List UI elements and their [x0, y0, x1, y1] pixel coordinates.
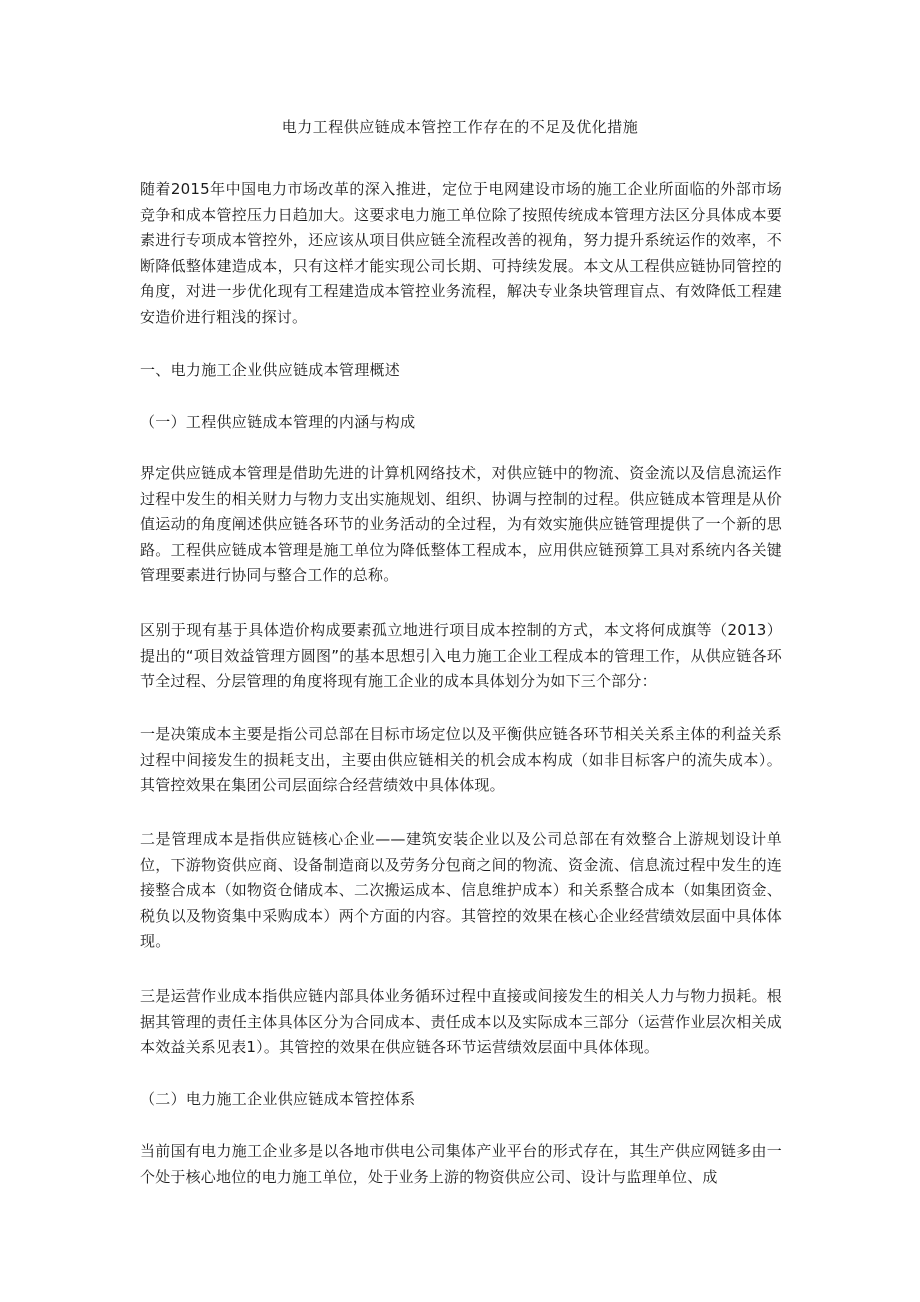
intro-paragraph: 随着2015年中国电力市场改革的深入推进，定位于电网建设市场的施工企业所面临的外部市场竞争和成本管控压力日趋加大。这要求电力施工单位除了按照传统成本管理方法区分具体成本要素进行专项成本管控外，还应该从项目供应链全流程改善的视角，努力提升系统运作的效率，不断降低整体建造成本，只有这样才能实现公司长期、可持续发展。本文从工程供应链协同管控的角度，对进一步优化现有工程建造成本管控业务流程，解决专业条块管理盲点、有效降低工程建安造价进行粗浅的探讨。	[140, 180, 782, 326]
definition-paragraph: 界定供应链成本管理是借助先进的计算机网络技术，对供应链中的物流、资金流以及信息流运作过程中发生的相关财力与物力支出实施规划、组织、协调与控制的过程。供应链成本管理是从价值运动的角度阐述供应链各环节的业务活动的全过程，为有效实施供应链管理提供了一个新的思路。工程供应链成本管理是施工单位为降低整体工程成本，应用供应链预算工具对系统内各关键管理要素进行协同与整合工作的总称。	[140, 464, 782, 585]
distinction-paragraph: 区别于现有基于具体造价构成要素孤立地进行项目成本控制的方式，本文将何成旗等（2013）提出的“项目效益管理方圆图”的基本思想引入电力施工企业工程成本的管理工作，从供应链各环节全过程、分层管理的角度将现有施工企业的成本具体划分为如下三个部分：	[140, 621, 782, 691]
management-cost-paragraph: 二是管理成本是指供应链核心企业——建筑安装企业以及公司总部在有效整合上游规划设计单位，下游物资供应商、设备制造商以及劳务分包商之间的物流、资金流、信息流过程中发生的连接整合成本（如物资仓储成本、二次搬运成本、信息维护成本）和关系整合成本（如集团资金、税负以及物资集中采购成本）两个方面的内容。其管控的效果在核心企业经营绩效层面中具体体现。	[140, 830, 782, 951]
current-status-paragraph: 当前国有电力施工企业多是以各地市供电公司集体产业平台的形式存在，其生产供应网链多由一个处于核心地位的电力施工单位，处于业务上游的物资供应公司、设计与监理单位、成	[140, 1142, 782, 1186]
decision-cost-paragraph: 一是决策成本主要是指公司总部在目标市场定位以及平衡供应链各环节相关关系主体的利益关系过程中间接发生的损耗支出，主要由供应链相关的机会成本构成（如非目标客户的流失成本）。其管控效果在集团公司层面综合经营绩效中具体体现。	[140, 725, 782, 795]
subsection-heading-connotation: （一）工程供应链成本管理的内涵与构成	[140, 413, 416, 431]
operation-cost-paragraph: 三是运营作业成本指供应链内部具体业务循环过程中直接或间接发生的相关人力与物力损耗。根据其管理的责任主体具体区分为合同成本、责任成本以及实际成本三部分（运营作业层次相关成本效益关系见表1）。其管控的效果在供应链各环节运营绩效层面中具体体现。	[140, 987, 782, 1057]
document-title: 电力工程供应链成本管控工作存在的不足及优化措施	[281, 118, 639, 136]
subsection-heading-system: （二）电力施工企业供应链成本管控体系	[140, 1090, 416, 1108]
section-heading-overview: 一、电力施工企业供应链成本管理概述	[140, 361, 401, 379]
